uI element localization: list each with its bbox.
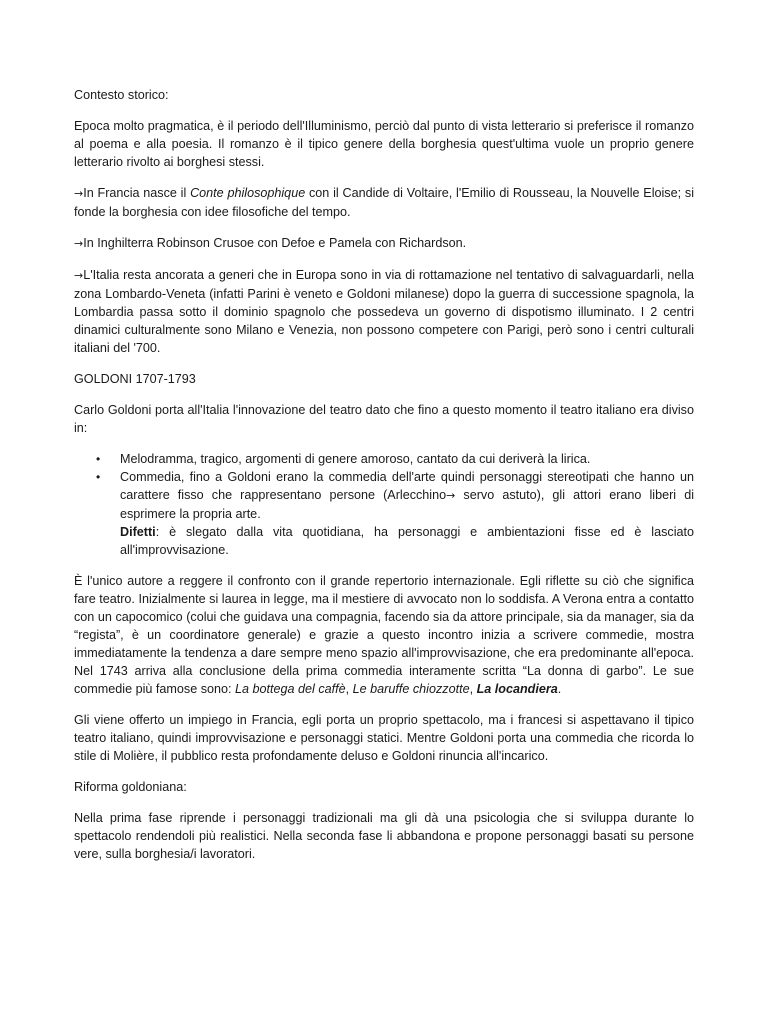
work-locandiera: La locandiera	[476, 682, 558, 696]
heading-contesto-storico: Contesto storico:	[74, 88, 169, 102]
period: .	[557, 682, 562, 696]
paragraph-francia-impiego: Gli viene offerto un impiego in Francia, egli porta un proprio spettacolo, ma i francesi si aspettavano il tipico teatro italiano, quindi improvvisazione e personaggi statici. Mentre Goldoni porta una commedia che ricorda lo stile di Molière, il pubblico resta profondamente deluso e Goldoni rinuncia all'incarico.	[74, 713, 694, 763]
commedia-text-b: servo astuto), gli attori erano liberi di esprimere la propria arte.	[120, 488, 694, 521]
difetti-label: Difetti	[120, 525, 156, 539]
heading-goldoni: GOLDONI 1707-1793	[74, 372, 196, 386]
list-item-melodramma	[74, 450, 694, 468]
arrow-right-icon: →	[74, 187, 84, 200]
paragraph-epoca: Epoca molto pragmatica, è il periodo dell'Illuminismo, perciò dal punto di vista letterario si preferisce il romanzo al poema e alla poesia. Il romanzo è il tipico genere della borghesia quest'ultima vuole un proprio genere letterario rivolto ai borghesi stessi.	[74, 119, 694, 169]
difetti-text: : è slegato dalla vita quotidiana, ha personaggi e ambientazioni fisse ed è lasciato all'improvvisazione.	[120, 525, 694, 557]
work-bottega-del-caffe: La bottega del caffè	[235, 682, 346, 696]
paragraph-inghilterra	[74, 234, 694, 253]
heading-riforma-goldoniana: Riforma goldoniana:	[74, 780, 187, 794]
separator: ,	[469, 682, 477, 696]
paragraph-repertorio	[74, 572, 694, 698]
work-baruffe-chiozzotte: Le baruffe chiozzotte	[352, 682, 470, 696]
difetti-line	[120, 523, 694, 559]
paragraph-goldoni-intro: Carlo Goldoni porta all'Italia l'innovazione del teatro dato che fino a questo momento il teatro italiano era diviso in:	[74, 403, 694, 435]
list-item-commedia	[74, 468, 694, 559]
arrow-right-icon: →	[74, 237, 84, 250]
arrow-right-icon: →	[74, 269, 84, 282]
paragraph-riforma: Nella prima fase riprende i personaggi tradizionali ma gli dà una psicologia che si sviluppa durante lo spettacolo rendendoli più realistici. Nella seconda fase li abbandona e propone personaggi basati su persone vere, sulla borghesia/i lavoratori.	[74, 811, 694, 861]
document-page	[74, 86, 694, 876]
bullet-icon: •	[96, 470, 101, 484]
inghilterra-text: In Inghilterra Robinson Crusoe con Defoe e Pamela con Richardson.	[83, 236, 467, 250]
theatre-genres-list	[74, 450, 694, 559]
paragraph-francia	[74, 184, 694, 221]
arrow-right-icon: →	[446, 489, 456, 502]
conte-philosophique-term: Conte philosophique	[190, 186, 306, 200]
paragraph-italia	[74, 266, 694, 357]
repertorio-text: È l'unico autore a reggere il confronto con il grande repertorio internazionale. Egli riflette su ciò che significa fare teatro. Inizialmente si laurea in legge, ma il mestiere di avvocato non lo soddisfa. A Verona entra a contatto con un capocomico (colui che guidava una compagnia, facendo sia da attore principale, sia da manager, sia da “regista”, è un coordinatore generale) e grazie a questo incontro inizia a scrivere commedie, mostra immediatamente la tendenza a dare sempre meno spazio all'improvvisazione, che era predominante all'epoca. Nel 1743 arriva alla conclusione della prima commedia interamente scritta “La donna di garbo”. Le sue commedie più famose sono:	[74, 574, 694, 696]
separator: ,	[345, 682, 353, 696]
melodramma-text: Melodramma, tragico, argomenti di genere amoroso, cantato da cui deriverà la lirica.	[120, 452, 591, 466]
francia-text-a: In Francia nasce il	[83, 186, 191, 200]
commedia-text-a: Commedia, fino a Goldoni erano la commedia dell'arte quindi personaggi stereotipati che hanno un carattere fisso che rappresentano persone (Arlecchino	[120, 470, 694, 502]
francia-text-b: con il Candide di Voltaire, l'Emilio di Rousseau, la Nouvelle Eloise; si fonde la borghesia con idee filosofiche del tempo.	[74, 186, 694, 219]
bullet-icon: •	[96, 452, 101, 466]
italia-text: L'Italia resta ancorata a generi che in Europa sono in via di rottamazione nel tentativo di salvaguardarli, nella zona Lombardo-Veneta (infatti Parini è veneto e Goldoni milanese) dopo la guerra di successione spagnola, la Lombardia passa sotto il dominio spagnolo che possedeva un governo di dispotismo illuminato. I 2 centri dinamici culturalmente sono Milano e Venezia, non possono competere con Parigi, però sono i centri culturali italiani del '700.	[74, 268, 694, 355]
